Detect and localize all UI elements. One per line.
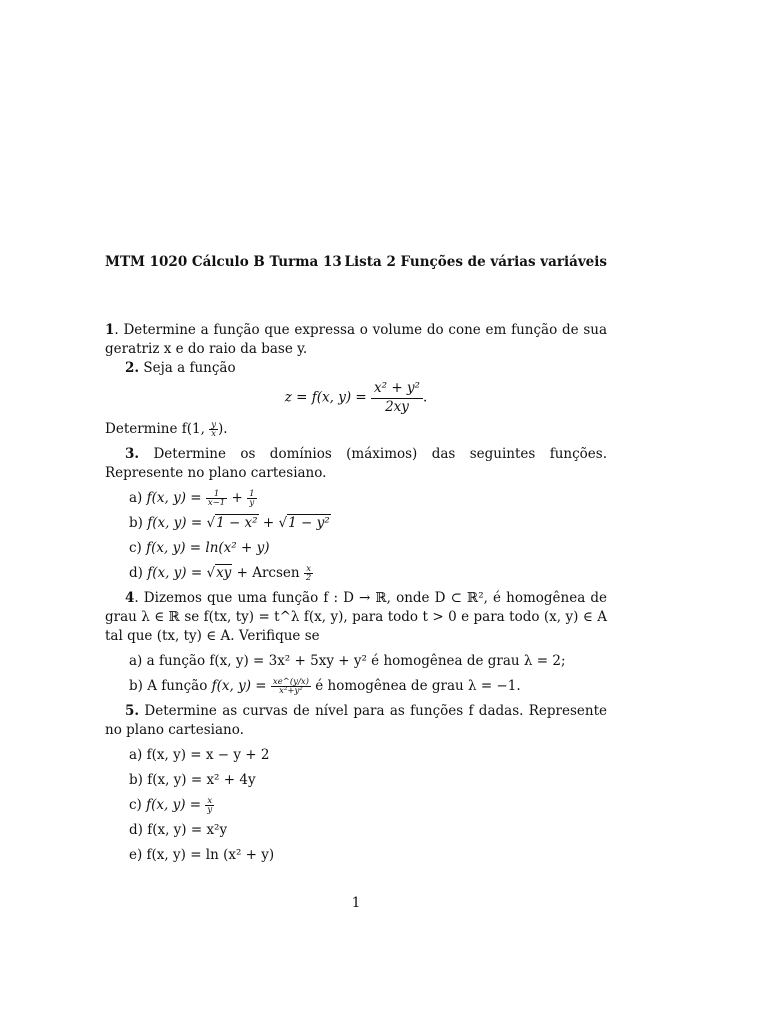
document-header — [105, 254, 607, 270]
question-2-task: Determine f(1, $\frac{y}{x}$ ). — [105, 419, 228, 439]
question-3-text: Determine os domínios (máximos) das seguintes funções. Represente no plano cartesiano. — [105, 446, 607, 481]
question-1-number: 1 — [105, 322, 115, 338]
square-root: √xy — [206, 565, 232, 581]
question-5d: d) f(x, y) = x²y — [129, 822, 228, 838]
formula-fraction: $\frac{\text{x² + y²}}{2xy}$ — [371, 380, 423, 416]
question-3c: c) f(x, y) = ln(x² + y) — [129, 540, 270, 556]
question-1-text: . Determine a função que expressa o volume do cone em função de sua geratriz x e do raio da base y. — [105, 322, 607, 357]
question-2 — [105, 359, 607, 378]
page-number: 1 — [351, 895, 361, 911]
question-5b: b) f(x, y) = x² + 4y — [129, 772, 256, 788]
question-3-number: 3. — [125, 446, 140, 462]
question-2-number: 2. — [125, 360, 140, 376]
fraction-y-over-x: $\frac{y}{x}$ — [211, 419, 217, 439]
question-3b: b) f(x, y) = √1 − x² + √1 − y² — [129, 515, 330, 531]
question-5-number: 5. — [125, 703, 140, 719]
square-root: √1 − x² — [206, 515, 258, 531]
question-5c: c) f(x, y) = $\frac{x}{y}$ — [129, 795, 213, 815]
question-4-text: . Dizemos que uma função f : D → ℝ, onde D ⊂ ℝ², é homogênea de grau λ ∈ ℝ se f(tx, ty) = t^λ f(x, y), para todo t > 0 e para todo (x, y) ∈ A tal que (tx, ty) ∈ A. Verifique se — [105, 590, 607, 644]
exercise-list — [105, 321, 607, 865]
document-page — [105, 0, 607, 1024]
course-title: MTM 1020 Cálculo B Turma 13 — [105, 254, 342, 270]
question-5a: a) f(x, y) = x − y + 2 — [129, 747, 270, 763]
question-4b: b) A função f(x, y) = $\frac{xe\^{}(y/x)}{\text{x²+y²}}$ é homogênea de grau λ = −1. — [129, 676, 521, 696]
list-title: Lista 2 Funções de várias variáveis — [344, 254, 607, 270]
question-1 — [105, 321, 607, 359]
question-3a: a) f(x, y) = $\frac{1}{x-1}$ + $\frac{1}{y}$ — [129, 488, 255, 508]
question-4-number: 4 — [125, 590, 135, 606]
question-2-intro: Seja a função — [139, 360, 236, 376]
question-5e: e) f(x, y) = ln (x² + y) — [129, 847, 275, 863]
question-5 — [105, 702, 607, 740]
square-root: √1 − y² — [278, 515, 330, 531]
question-2-formula: z = f(x, y) = $\frac{\text{x² + y²}}{2xy}$ . — [284, 380, 428, 415]
question-4a: a) a função f(x, y) = 3x² + 5xy + y² é homogênea de grau λ = 2; — [129, 653, 566, 669]
question-5-text: Determine as curvas de nível para as funções f dadas. Represente no plano cartesiano. — [105, 703, 607, 738]
question-3 — [105, 445, 607, 483]
question-4 — [105, 589, 607, 646]
question-3d: d) f(x, y) = √xy + Arcsen $\frac{x}{2}$ — [129, 563, 312, 583]
